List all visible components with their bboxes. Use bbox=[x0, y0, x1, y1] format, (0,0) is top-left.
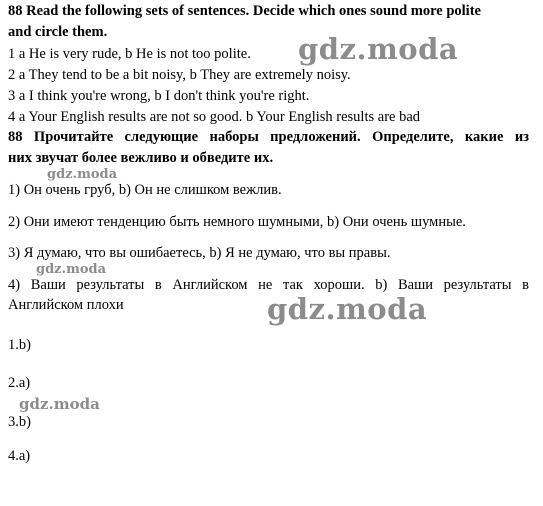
russian-heading-line-1: 88 Прочитайте следующие наборы предложений. Определите, какие из bbox=[8, 129, 529, 145]
answer-1: 1.b) bbox=[8, 337, 31, 353]
russian-item-1: 1) Он очень груб, b) Он не слишком вежлив. bbox=[8, 182, 282, 198]
answer-2: 2.a) bbox=[8, 375, 31, 391]
english-heading-line-1: 88 Read the following sets of sentences. Decide which ones sound more polite bbox=[8, 3, 481, 19]
english-item-4: 4 a Your English results are not so good. b Your English results are bad bbox=[8, 109, 421, 125]
watermark-logo: gdz.moda bbox=[19, 395, 100, 413]
watermark-logo: gdz.moda bbox=[267, 292, 428, 326]
watermark-logo: gdz.moda bbox=[47, 167, 118, 182]
russian-item-3: 3) Я думаю, что вы ошибаетесь, b) Я не думаю, что вы правы. bbox=[8, 245, 391, 261]
answer-4: 4.a) bbox=[8, 448, 31, 464]
watermark-logo: gdz.moda bbox=[298, 32, 459, 66]
russian-item-4-line-2: Английском плохи bbox=[8, 297, 124, 313]
russian-heading-line-2: них звучат более вежливо и обведите их. bbox=[8, 150, 274, 166]
english-item-1: 1 a He is very rude, b He is not too polite. bbox=[8, 46, 251, 62]
russian-item-2: 2) Они имеют тенденцию быть немного шумными, b) Они очень шумные. bbox=[8, 214, 466, 230]
russian-item-4-line-1: 4) Ваши результаты в Английском не так хороши. b) Ваши результаты в bbox=[8, 277, 529, 293]
english-item-3: 3 a I think you're wrong, b I don't think you're right. bbox=[8, 88, 310, 104]
english-heading-line-2: and circle them. bbox=[8, 24, 108, 40]
watermark-logo: gdz.moda bbox=[36, 262, 107, 277]
english-item-2: 2 a They tend to be a bit noisy, b They are extremely noisy. bbox=[8, 67, 351, 83]
answer-3: 3.b) bbox=[8, 414, 31, 430]
